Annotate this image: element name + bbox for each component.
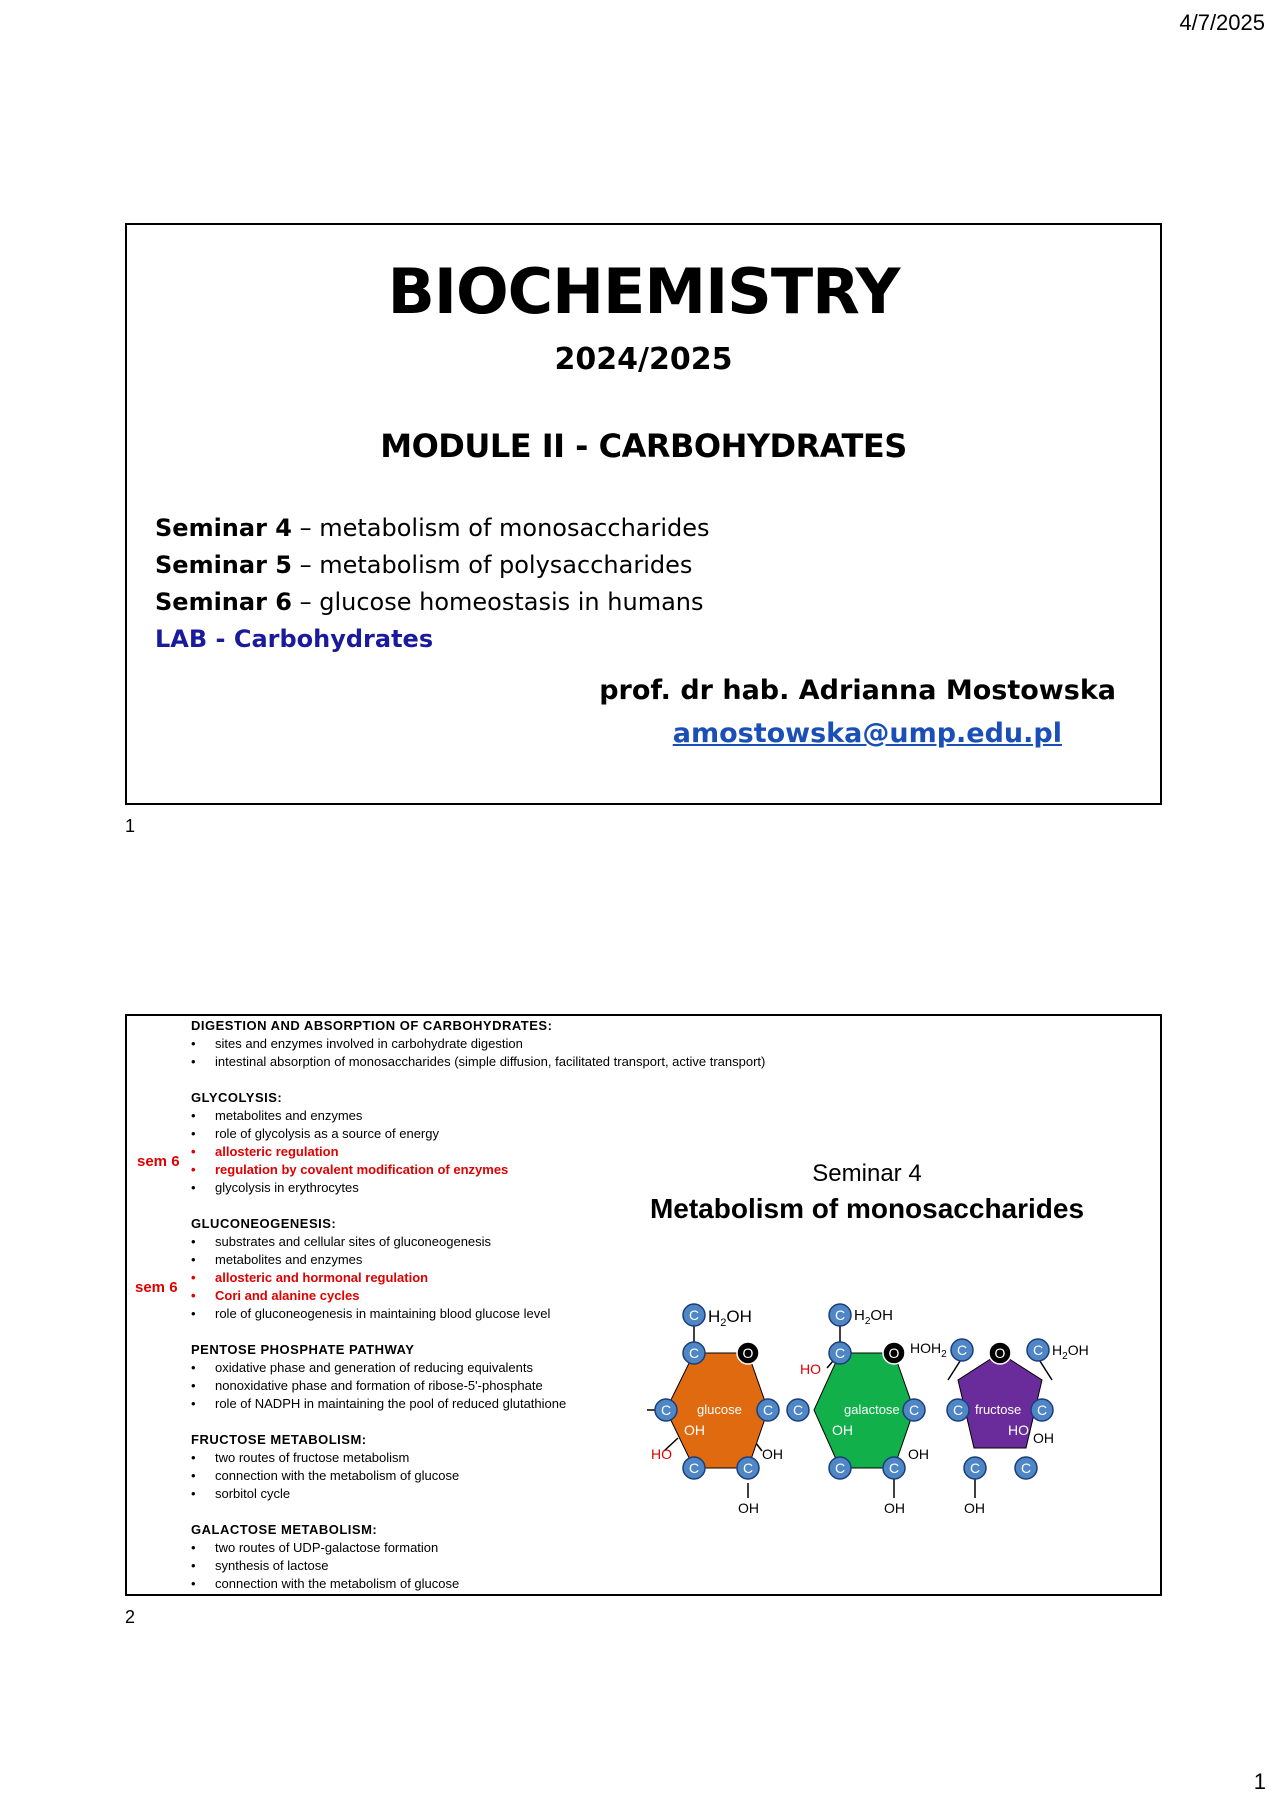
oh-label: OH <box>684 1422 705 1438</box>
oxygen-atom <box>883 1342 905 1364</box>
carbon-symbol: C <box>956 1342 968 1358</box>
h2oh-label: $H_2OH$ <box>708 1307 752 1329</box>
oxygen-symbol: O <box>742 1345 754 1361</box>
academic-year: 2024/2025 <box>554 342 733 377</box>
carbon-atom <box>829 1457 851 1479</box>
oh-label: OH <box>908 1446 929 1462</box>
carbon-symbol: C <box>834 1307 846 1323</box>
seminar-list <box>155 510 710 658</box>
list-item: • synthesis of lactose <box>191 1557 661 1575</box>
carbon-symbol: C <box>1036 1402 1048 1418</box>
carbon-atom <box>964 1457 986 1479</box>
carbon-symbol: C <box>952 1402 964 1418</box>
list-item: • sites and enzymes involved in carbohydrate digestion <box>191 1035 661 1053</box>
list-item: • nonoxidative phase and formation of ribose-5'-phosphate <box>191 1377 661 1395</box>
slide-1 <box>125 223 1162 805</box>
glucose-label: glucose <box>697 1402 742 1417</box>
carbon-atom <box>829 1342 851 1364</box>
seminar-title: Metabolism of monosaccharides <box>649 1193 1085 1224</box>
carbon-symbol: C <box>908 1402 920 1418</box>
carbon-atom <box>683 1457 705 1479</box>
section-heading: PENTOSE PHOSPHATE PATHWAY <box>191 1342 415 1357</box>
section-heading: FRUCTOSE METABOLISM: <box>191 1432 367 1447</box>
list-item: • sorbitol cycle <box>191 1485 661 1503</box>
fructose-molecule <box>910 1339 1089 1516</box>
carbon-symbol: C <box>660 1402 672 1418</box>
hoh2-label: $HOH_2$ <box>910 1340 947 1360</box>
galactose-molecule <box>787 1304 929 1516</box>
carbon-symbol: C <box>742 1460 754 1476</box>
lab-line: LAB - Carbohydrates <box>155 625 434 653</box>
list-item: • two routes of fructose metabolism <box>191 1449 661 1467</box>
fructose-ring <box>958 1353 1042 1448</box>
oh-label: OH <box>964 1500 985 1516</box>
glucose-molecule <box>647 1304 783 1516</box>
professor-name: prof. dr hab. Adrianna Mostowska <box>599 675 1116 706</box>
carbon-atom <box>757 1399 779 1421</box>
list-item: • regulation by covalent modification of enzymes <box>191 1161 661 1179</box>
slide-2-number: 2 <box>125 1607 136 1627</box>
oxygen-atom <box>989 1342 1011 1364</box>
carbon-symbol: C <box>762 1402 774 1418</box>
carbon-symbol: C <box>688 1460 700 1476</box>
carbon-symbol: C <box>688 1307 700 1323</box>
carbon-atom <box>787 1399 809 1421</box>
print-date: 4/7/2025 <box>1179 10 1265 35</box>
list-item: • allosteric and hormonal regulation <box>191 1269 661 1287</box>
seminar-6-line: Seminar 6 – glucose homeostasis in humans <box>155 588 704 616</box>
oh-label: OH <box>738 1500 759 1516</box>
carbon-atom <box>1027 1339 1049 1361</box>
list-item: • glycolysis in erythrocytes <box>191 1179 661 1197</box>
list-item: • metabolites and enzymes <box>191 1107 661 1125</box>
section-heading: GLUCONEOGENESIS: <box>191 1216 337 1231</box>
list-item: • role of glycolysis as a source of energy <box>191 1125 661 1143</box>
h2oh-label: $H_2OH$ <box>854 1307 893 1327</box>
carbon-symbol: C <box>834 1345 846 1361</box>
section-heading: GLYCOLYSIS: <box>191 1090 283 1105</box>
carbon-atom <box>683 1304 705 1326</box>
oxygen-symbol: O <box>888 1345 900 1361</box>
list-item: • connection with the metabolism of glucose <box>191 1467 661 1485</box>
carbon-symbol: C <box>1020 1460 1032 1476</box>
ho-label: HO <box>800 1361 821 1377</box>
module-title: MODULE II - CARBOHYDRATES <box>380 427 907 465</box>
sem6-label-gluconeogenesis: sem 6 <box>135 1279 178 1296</box>
carbon-atom <box>655 1399 677 1421</box>
list-item: • metabolites and enzymes <box>191 1251 661 1269</box>
monosaccharide-structures <box>642 1298 1142 1528</box>
professor-email-link[interactable]: amostowska@ump.edu.pl <box>672 718 1062 749</box>
oxygen-atom <box>737 1342 759 1364</box>
slide-2 <box>125 1014 1162 1596</box>
carbon-atom <box>829 1304 851 1326</box>
seminar-4-line: Seminar 4 – metabolism of monosaccharides <box>155 514 710 542</box>
carbon-symbol: C <box>888 1460 900 1476</box>
h2oh-label: $H_2OH$ <box>1052 1342 1089 1362</box>
oh-label: OH <box>884 1500 905 1516</box>
carbon-atom <box>883 1457 905 1479</box>
carbon-atom <box>1031 1399 1053 1421</box>
carbon-atom <box>951 1339 973 1361</box>
list-item: • intestinal absorption of monosaccharides (simple diffusion, facilitated transport, active transport) <box>191 1053 661 1071</box>
carbon-symbol: C <box>792 1402 804 1418</box>
oh-label: OH <box>832 1422 853 1438</box>
carbon-atom <box>737 1457 759 1479</box>
carbon-atom <box>683 1342 705 1364</box>
seminar-subtitle: Seminar 4 <box>812 1160 922 1187</box>
page-number: 1 <box>1253 1769 1266 1794</box>
ho-label: HO <box>1008 1422 1029 1438</box>
carbon-symbol: C <box>1032 1342 1044 1358</box>
list-item: • two routes of UDP-galactose formation <box>191 1539 661 1557</box>
list-item: • role of gluconeogenesis in maintaining blood glucose level <box>191 1305 661 1323</box>
list-item: • role of NADPH in maintaining the pool of reduced glutathione <box>191 1395 661 1413</box>
carbon-symbol: C <box>834 1460 846 1476</box>
seminar-5-line: Seminar 5 – metabolism of polysaccharides <box>155 551 693 579</box>
galactose-label: galactose <box>844 1402 900 1417</box>
list-item: • oxidative phase and generation of reducing equivalents <box>191 1359 661 1377</box>
carbon-atom <box>947 1399 969 1421</box>
ho-label: HO <box>651 1446 672 1462</box>
carbon-symbol: C <box>688 1345 700 1361</box>
oxygen-symbol: O <box>994 1345 1006 1361</box>
oh-label: OH <box>762 1446 783 1462</box>
oh-label: OH <box>1033 1430 1054 1446</box>
carbon-atom <box>1015 1457 1037 1479</box>
fructose-label: fructose <box>975 1402 1022 1417</box>
course-title: BIOCHEMISTRY <box>387 255 900 328</box>
slide-1-number: 1 <box>125 816 136 836</box>
list-item: • substrates and cellular sites of gluconeogenesis <box>191 1233 661 1251</box>
section-heading: DIGESTION AND ABSORPTION OF CARBOHYDRATES: <box>191 1018 553 1033</box>
list-item: • connection with the metabolism of glucose <box>191 1575 661 1593</box>
list-item: • Cori and alanine cycles <box>191 1287 661 1305</box>
sem6-label-glycolysis: sem 6 <box>137 1153 180 1170</box>
carbon-atom <box>903 1399 925 1421</box>
carbon-symbol: C <box>969 1460 981 1476</box>
list-item: • allosteric regulation <box>191 1143 661 1161</box>
section-heading: GALACTOSE METABOLISM: <box>191 1522 378 1537</box>
